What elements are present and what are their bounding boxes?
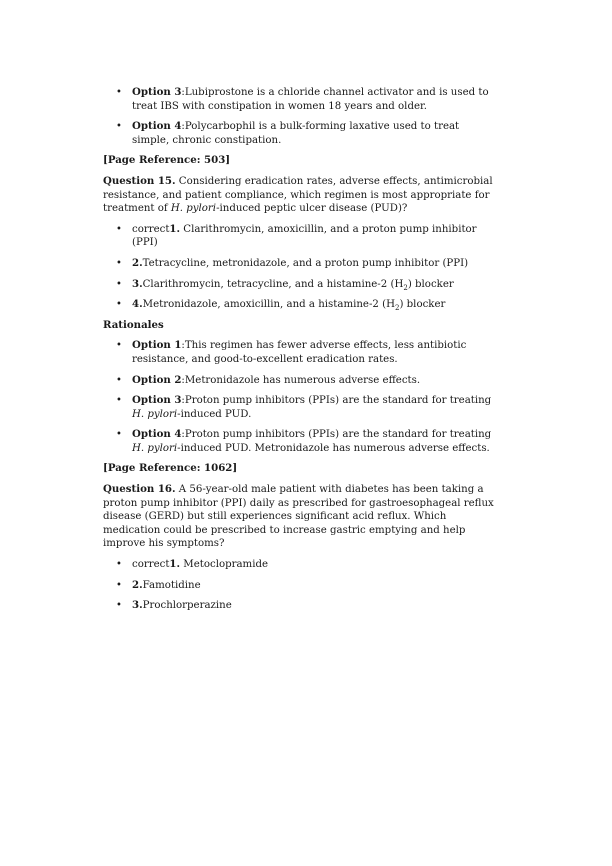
option-label: Option 4	[132, 120, 182, 133]
bullet-icon: •	[116, 257, 122, 269]
answer-item: • 3.Prochlorperazine	[116, 599, 232, 612]
answer-item: • 4.Metronidazole, amoxicillin, and a histamine-2 $(H_2)$ blocker	[116, 298, 446, 313]
answer-item: • 3.Clarithromycin, tetracycline, and a histamine-2 $(H_2)$ blocker	[116, 277, 454, 292]
option-label: Option 3	[132, 394, 182, 407]
bullet-icon: •	[116, 579, 122, 591]
bullet-icon: •	[116, 374, 122, 386]
rationale-item: • Option 4:Proton pump inhibitors (PPIs) are the standard for treating H. pylori-induced PUD. Metronidazole has numerous adverse effects.	[116, 428, 492, 454]
option-label: Option 3	[132, 86, 182, 98]
page-reference: [Page Reference: 503]	[103, 154, 231, 167]
bullet-icon: •	[116, 299, 122, 311]
answer-item: • 2.Famotidine	[116, 578, 201, 591]
rationale-item: • Option 2:Metronidazole has numerous adverse effects.	[116, 373, 421, 386]
list-item: • Option 4:Polycarbophil is a bulk-forming laxative used to treat simple, chronic constipation.	[116, 120, 460, 146]
bullet-icon: •	[116, 278, 122, 290]
question-15-answers	[103, 223, 495, 312]
previous-rationales-list	[103, 86, 495, 147]
bullet-icon: •	[116, 395, 122, 407]
option-label: Option 2	[132, 373, 182, 386]
question-15-rationales	[103, 339, 495, 455]
bullet-icon: •	[116, 559, 122, 571]
rationales-heading: Rationales	[103, 318, 164, 331]
question-16-answers	[103, 558, 495, 613]
correct-marker: correct	[132, 559, 170, 571]
option-label: Option 4	[132, 428, 182, 441]
question-15: Question 15. Considering eradication rates, adverse effects, antimicrobial resistance, and patient compliance, which regimen is most appropriate for treatment of H. pylori-induced peptic ulcer disease (PUD)?	[103, 174, 493, 215]
bullet-icon: •	[116, 340, 122, 352]
question-label: Question 15.	[103, 174, 176, 187]
rationale-item: • Option 3:Proton pump inhibitors (PPIs) are the standard for treating H. pylori-induced PUD.	[116, 394, 492, 420]
question-16: Question 16. A 56-year-old male patient with diabetes has been taking a proton pump inhibitor (PPI) daily as prescribed for gastroesophageal reflux disease (GERD) but still experiences significant acid reflux. Which medication could be prescribed to increase gastric emptying and help improve his symptoms?	[103, 483, 494, 550]
option-label: Option 1	[132, 339, 182, 352]
list-item: • Option 3:Lubiprostone is a chloride channel activator and is used to treat IBS with constipation in women 18 years and older.	[116, 86, 489, 112]
question-label: Question 16.	[103, 483, 176, 496]
bullet-icon: •	[116, 600, 122, 612]
document-content	[103, 86, 495, 620]
page-reference: [Page Reference: 1062]	[103, 462, 238, 475]
bullet-icon: •	[116, 429, 122, 441]
answer-item: • 2.Tetracycline, metronidazole, and a proton pump inhibitor (PPI)	[116, 256, 469, 269]
correct-marker: correct	[132, 223, 170, 235]
rationale-item: • Option 1:This regimen has fewer adverse effects, less antibiotic resistance, and good-to-excellent eradication rates.	[116, 339, 467, 365]
option-text: Lubiprostone is a chloride channel activator and is used to treat IBS with constipation in women 18 years and older.	[132, 87, 489, 112]
option-text: Polycarbophil is a bulk-forming laxative used to treat simple, chronic constipation.	[132, 121, 460, 146]
bullet-icon: •	[116, 121, 122, 133]
answer-item: • correct1. Metoclopramide	[116, 558, 269, 571]
bullet-icon: •	[116, 223, 122, 235]
answer-item: • correct1. Clarithromycin, amoxicillin, and a proton pump inhibitor (PPI)	[116, 222, 477, 249]
bullet-icon: •	[116, 87, 122, 98]
